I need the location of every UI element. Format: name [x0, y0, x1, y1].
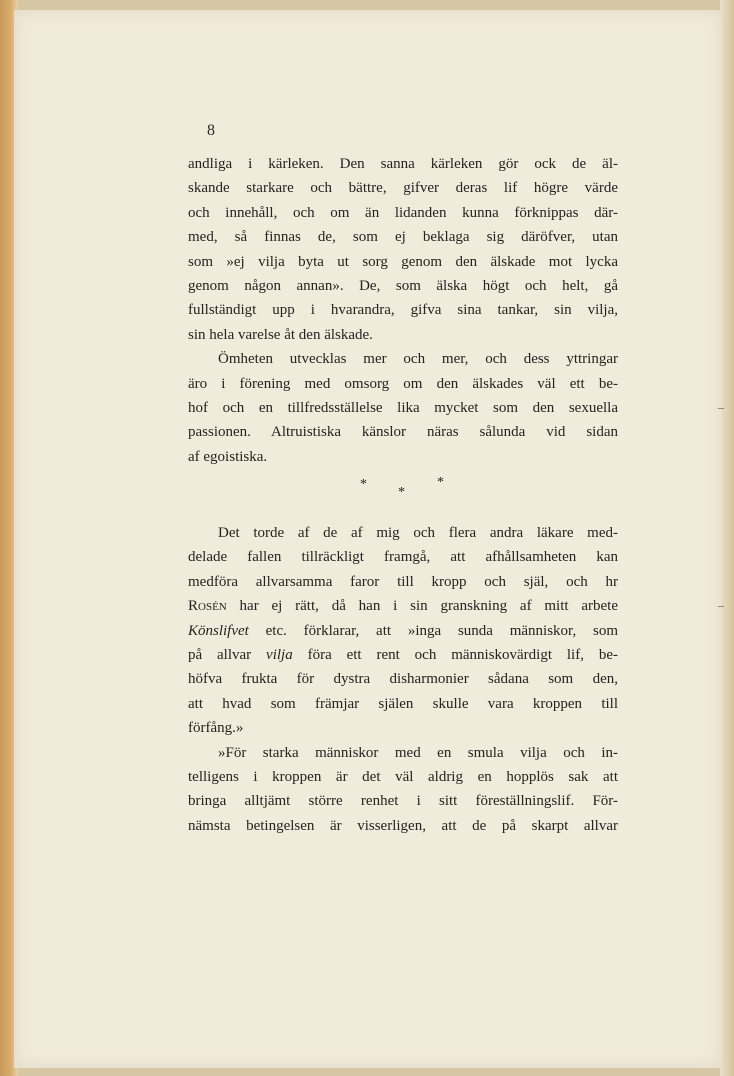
text-line: fullständigt upp i hvarandra, gifva sina tankar, sin vilja, — [188, 302, 618, 319]
text-line — [188, 594, 618, 618]
book-title: Könslifvet — [188, 622, 249, 639]
text-line: att hvad som främjar själen skulle vara kroppen till — [188, 695, 618, 712]
paragraph-1 — [188, 152, 618, 347]
text-line: skande starkare och bättre, gifver deras lif högre värde — [188, 180, 618, 197]
margin-tick-mark: – — [718, 598, 724, 612]
asterisk: * — [360, 477, 367, 493]
text-segment: har ej rätt, då han i sin granskning af mitt arbete — [226, 598, 618, 615]
text-line: genom någon annan». De, som älska högt och helt, gå — [188, 277, 618, 294]
text-line: sin hela varelse åt den älskade. — [188, 326, 373, 343]
text-line: Ömheten utvecklas mer och mer, och dess yttringar — [218, 351, 618, 368]
text-segment: etc. förklarar, att »inga sunda människor, som — [248, 622, 618, 639]
text-line: delade fallen tillräckligt framgå, att afhållsamheten kan — [188, 549, 618, 566]
section-separator — [188, 469, 618, 521]
text-segment: på allvar — [188, 647, 267, 664]
text-line: andliga i kärleken. Den sanna kärleken gör ock de äl- — [188, 156, 618, 172]
text-segment: föra ett rent och människovärdigt lif, be- — [292, 647, 618, 664]
text-line: Det torde af de af mig och flera andra läkare med- — [218, 525, 618, 542]
text-line: »För starka människor med en smula vilja och in- — [218, 744, 618, 761]
asterisk: * — [398, 485, 405, 501]
asterisk: * — [437, 475, 444, 491]
text-line: och innehåll, och om än lidanden kunna förknippas där- — [188, 204, 618, 221]
text-line: af egoistiska. — [188, 448, 268, 465]
text-line: passionen. Altruistiska känslor näras sålunda vid sidan — [188, 424, 618, 441]
text-line — [188, 643, 618, 667]
text-line: medföra allvarsamma faror till kropp och själ, och hr — [188, 573, 618, 590]
text-line: förfång.» — [188, 720, 244, 737]
paragraph-4 — [188, 741, 618, 839]
text-line — [188, 619, 618, 643]
author-name: Rosén — [188, 598, 227, 615]
page-number: 8 — [207, 122, 215, 139]
body-text — [188, 152, 618, 838]
paragraph-3 — [188, 521, 618, 741]
text-line: höfva frukta för dystra disharmonier sådana som den, — [188, 671, 618, 688]
text-line: nämsta betingelsen är visserligen, att de på skarpt allvar — [188, 817, 618, 834]
page-edge-right — [720, 0, 734, 1076]
emphasis: vilja — [266, 647, 293, 664]
text-line: hof och en tillfredsställelse lika mycket som den sexuella — [188, 399, 618, 416]
paragraph-2 — [188, 347, 618, 469]
text-line: telligens i kroppen är det väl aldrig en hopplös sak att — [188, 768, 618, 785]
text-line: bringa alltjämt större renhet i sitt föreställningslif. För- — [188, 793, 618, 810]
text-line: äro i förening med omsorg om den älskades väl ett be- — [188, 375, 618, 392]
text-line: med, så finnas de, som ej beklaga sig däröfver, utan — [188, 229, 618, 246]
text-line: som »ej vilja byta ut sorg genom den älskade mot lycka — [188, 253, 618, 270]
margin-tick-mark: – — [718, 400, 724, 414]
